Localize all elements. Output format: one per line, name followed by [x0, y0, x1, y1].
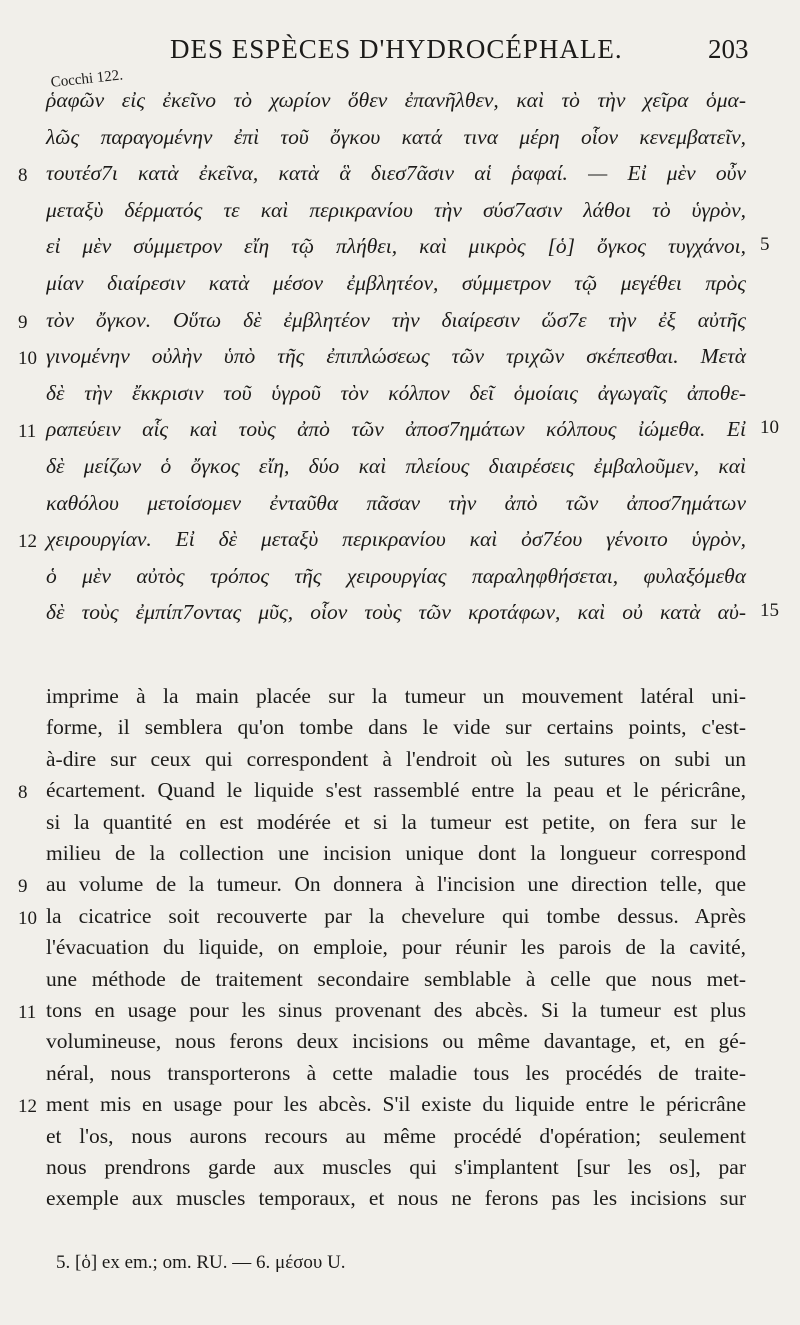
greek-line: [0, 232, 800, 264]
line-text: et l'os, nous aurons recours au même procédé d'opération; seulement: [46, 1123, 746, 1148]
french-line: [0, 839, 800, 869]
greek-line: [0, 342, 800, 374]
french-line: [0, 776, 800, 806]
line-number-left: 12: [18, 1096, 37, 1118]
line-text: volumineuse, nous ferons deux incisions ou même davantage, et, en gé-: [46, 1029, 746, 1054]
french-line: [0, 870, 800, 900]
margin-note: Cocchi 122.: [50, 67, 124, 91]
greek-line: [0, 379, 800, 411]
greek-line: [0, 86, 800, 118]
line-number-right: 10: [760, 417, 779, 439]
line-text: μεταξὺ δέρματός τε καὶ περικρανίου τὴν σύσ7ασιν λάθοι τὸ ὑγρὸν,: [46, 197, 746, 222]
footnote: 5. [ὁ] ex em.; om. RU. — 6. μέσου U.: [56, 1252, 346, 1273]
line-number-left: 8: [18, 782, 28, 804]
line-text: λῶς παραγομένην ἐπὶ τοῦ ὄγκου κατά τινα μέρη οἷον κενεμβατεῖν,: [46, 124, 746, 149]
line-text: tons en usage pour les sinus provenant des abcès. Si la tumeur est plus: [46, 998, 746, 1022]
line-text: au volume de la tumeur. On donnera à l'incision une direction telle, que: [46, 872, 746, 897]
line-text: exemple aux muscles temporaux, et nous ne ferons pas les incisions sur: [46, 1186, 746, 1211]
line-text: forme, il semblera qu'on tombe dans le vide sur certains points, c'est-: [46, 715, 746, 740]
line-number-left: 10: [18, 348, 37, 370]
greek-line: [0, 196, 800, 228]
line-number-right: 15: [760, 600, 779, 622]
line-text: δὲ τὴν ἔκκρισιν τοῦ ὑγροῦ τὸν κόλπον δεῖ ὁμοίαις ἀγωγαῖς ἀποθε-: [46, 380, 746, 405]
french-line: [0, 933, 800, 963]
french-line: [0, 1027, 800, 1057]
line-text: δὲ τοὺς ἐμπίπ7οντας μῦς, οἷον τοὺς τῶν κροτάφων, καὶ οὐ κατὰ αὐ-: [46, 600, 746, 625]
line-text: εἰ μὲν σύμμετρον εἴη τῷ πλήθει, καὶ μικρὸς [ὁ] ὄγκος τυγχάνοι,: [46, 234, 746, 259]
french-line: [0, 713, 800, 743]
french-line: [0, 682, 800, 712]
line-text: τουτέσ7ι κατὰ ἐκεῖνα, κατὰ ἃ διεσ7ᾶσιν αἱ ῥαφαί. — Εἰ μὲν οὖν: [46, 161, 746, 186]
french-line: [0, 902, 800, 932]
greek-line: [0, 306, 800, 338]
french-line: [0, 1122, 800, 1152]
greek-line: [0, 489, 800, 521]
line-number-left: 9: [18, 311, 28, 333]
french-line: [0, 965, 800, 995]
line-text: l'évacuation du liquide, on emploie, pour réunir les parois de la cavité,: [46, 935, 746, 960]
greek-line: [0, 598, 800, 630]
line-text: δὲ μείζων ὁ ὄγκος εἴη, δύο καὶ πλείους διαιρέσεις ἐμβαλοῦμεν, καὶ: [46, 454, 746, 478]
line-text: si la quantité en est modérée et si la tumeur est petite, on fera sur le: [46, 809, 746, 834]
french-line: [0, 1090, 800, 1120]
line-text: χειρουργίαν. Εἰ δὲ μεταξὺ περικρανίου καὶ ὀσ7έου γένοιτο ὑγρὸν,: [46, 527, 746, 552]
line-text: une méthode de traitement secondaire semblable à celle que nous met-: [46, 966, 746, 991]
line-text: ment mis en usage pour les abcès. S'il existe du liquide entre le péricrâne: [46, 1092, 746, 1117]
french-line: [0, 1153, 800, 1183]
line-number-right: 5: [760, 234, 770, 256]
line-text: ὁ μὲν αὐτὸς τρόπος τῆς χειρουργίας παραληφθήσεται, φυλαξόμεθα: [46, 563, 746, 588]
line-text: à-dire sur ceux qui correspondent à l'endroit où les sutures on subi un: [46, 746, 746, 771]
greek-line: [0, 123, 800, 155]
line-text: écartement. Quand le liquide s'est rassemblé entre la peau et le péricrâne,: [46, 778, 746, 803]
line-number-left: 11: [18, 1002, 37, 1023]
french-line: [0, 1184, 800, 1214]
line-text: τὸν ὄγκον. Οὕτω δὲ ἐμβλητέον τὴν διαίρεσιν ὥσ7ε τὴν ἐξ αὐτῆς: [46, 307, 746, 332]
line-number-left: 11: [18, 421, 37, 443]
french-line: [0, 745, 800, 775]
french-line: [0, 808, 800, 838]
line-text: milieu de la collection une incision unique dont la longueur correspond: [46, 841, 746, 865]
line-number-left: 12: [18, 531, 37, 553]
page-number: 203: [708, 34, 749, 64]
line-text: ραπεύειν αἷς καὶ τοὺς ἀπὸ τῶν ἀποσ7ημάτων κόλπους ἰώμεθα. Εἰ: [46, 417, 746, 442]
greek-line: [0, 525, 800, 557]
line-number-left: 8: [18, 165, 28, 187]
line-text: nous prendrons garde aux muscles qui s'implantent [sur les os], par: [46, 1155, 746, 1179]
line-text: ῥαφῶν εἰς ἐκεῖνο τὸ χωρίον ὅθεν ἐπανῆλθεν, καὶ τὸ τὴν χεῖρα ὁμα-: [46, 88, 746, 112]
greek-line: [0, 269, 800, 301]
french-line: [0, 1059, 800, 1089]
line-text: néral, nous transporterons à cette maladie tous les procédés de traite-: [46, 1060, 746, 1085]
french-line: [0, 996, 800, 1026]
line-text: καθόλου μετοίσομεν ἐνταῦθα πᾶσαν τὴν ἀπὸ τῶν ἀποσ7ημάτων: [46, 490, 746, 515]
line-text: μίαν διαίρεσιν κατὰ μέσον ἐμβλητέον, σύμμετρον τῷ μεγέθει πρὸς: [46, 271, 746, 295]
line-number-left: 9: [18, 876, 28, 898]
running-title: DES ESPÈCES D'HYDROCÉPHALE.: [170, 34, 623, 64]
greek-line: [0, 159, 800, 191]
greek-line: [0, 562, 800, 594]
line-number-left: 10: [18, 907, 37, 929]
line-text: γινομένην οὐλὴν ὑπὸ τῆς ἐπιπλώσεως τῶν τριχῶν σκέπεσθαι. Μετὰ: [46, 344, 746, 369]
greek-line: [0, 452, 800, 484]
greek-line: [0, 415, 800, 447]
line-text: la cicatrice soit recouverte par la chevelure qui tombe dessus. Après: [46, 903, 746, 928]
line-text: imprime à la main placée sur la tumeur un mouvement latéral uni-: [46, 684, 746, 708]
